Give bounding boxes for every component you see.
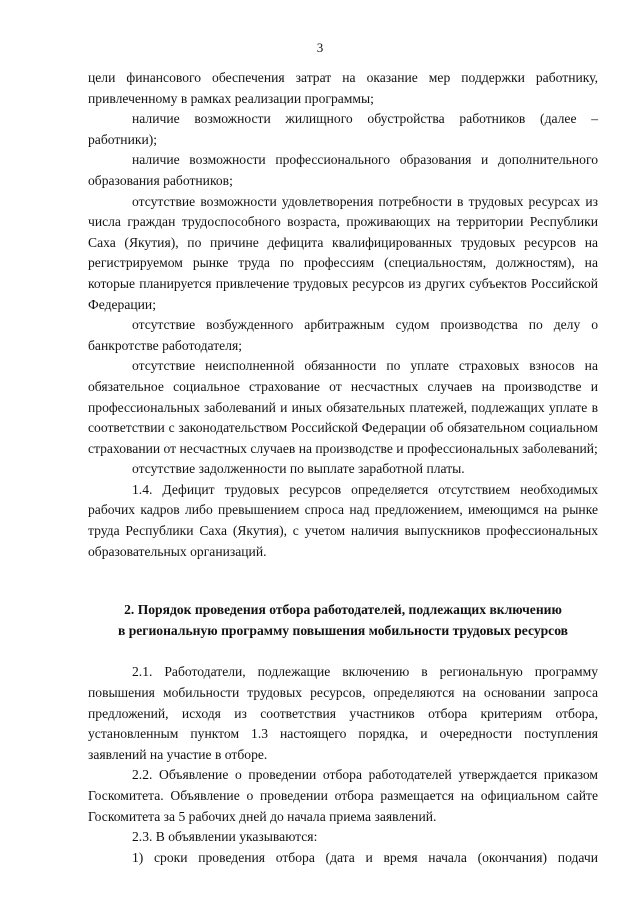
section-heading-line: в региональную программу повышения мобильности трудовых ресурсов <box>117 622 569 638</box>
paragraph: 2.3. В объявлении указываются: <box>132 829 318 845</box>
paragraph: наличие возможности жилищного обустройства работников (далее – работники); <box>88 111 598 147</box>
paragraph: отсутствие возможности удовлетворения потребности в трудовых ресурсах из числа граждан трудоспособного возраста, проживающих на территории Республики Саха (Якутия), по причине дефицита квалифицированных трудовых ресурсов на регистрируемом рынке труда по профессиям (специальностям, должностям), на которые планируется привлечение трудовых ресурсов из других субъектов Российской Федерации; <box>88 193 598 312</box>
paragraph: 1.4. Дефицит трудовых ресурсов определяется отсутствием необходимых рабочих кадров либо превышением спроса над предложением, имеющимся на рынке труда Республики Саха (Якутия), с учетом наличия выпускников профессиональных образовательных организаций. <box>88 481 598 559</box>
paragraph: наличие возможности профессионального образования и дополнительного образования работников; <box>88 152 598 188</box>
paragraph: цели финансового обеспечения затрат на оказание мер поддержки работнику, привлеченному в рамках реализации программы; <box>88 70 598 106</box>
page-number: 3 <box>316 40 324 55</box>
document-body <box>88 68 598 868</box>
paragraph: 2.2. Объявление о проведении отбора работодателей утверждается приказом Госкомитета. Объявление о проведении отбора размещается на официальном сайте Госкомитета за 5 рабочих дней до начала приема заявлений. <box>88 767 598 824</box>
paragraph: 2.1. Работодатели, подлежащие включению в региональную программу повышения мобильности трудовых ресурсов, определяются на основании запроса предложений, исходя из соответствия участников отбора критериям отбора, установленным пунктом 1.3 настоящего порядка, и очередности поступления заявлений на участие в отборе. <box>88 664 598 762</box>
section-heading <box>88 600 598 641</box>
paragraph: отсутствие неисполненной обязанности по уплате страховых взносов на обязательное социальное страхование от несчастных случаев на производстве и профессиональных заболеваний и иных обязательных платежей, подлежащих уплате в соответствии с законодательством Российской Федерации об обязательном социальном страховании от несчастных случаев на производстве и профессиональных заболеваний; <box>88 358 598 456</box>
paragraph: 1) сроки проведения отбора (дата и время начала (окончания) подачи <box>132 849 598 865</box>
paragraph: отсутствие возбужденного арбитражным судом производства по делу о банкротстве работодателя; <box>88 317 598 353</box>
section-heading-line: 2. Порядок проведения отбора работодателей, подлежащих включению <box>124 602 562 618</box>
paragraph: отсутствие задолженности по выплате заработной платы. <box>132 461 465 477</box>
